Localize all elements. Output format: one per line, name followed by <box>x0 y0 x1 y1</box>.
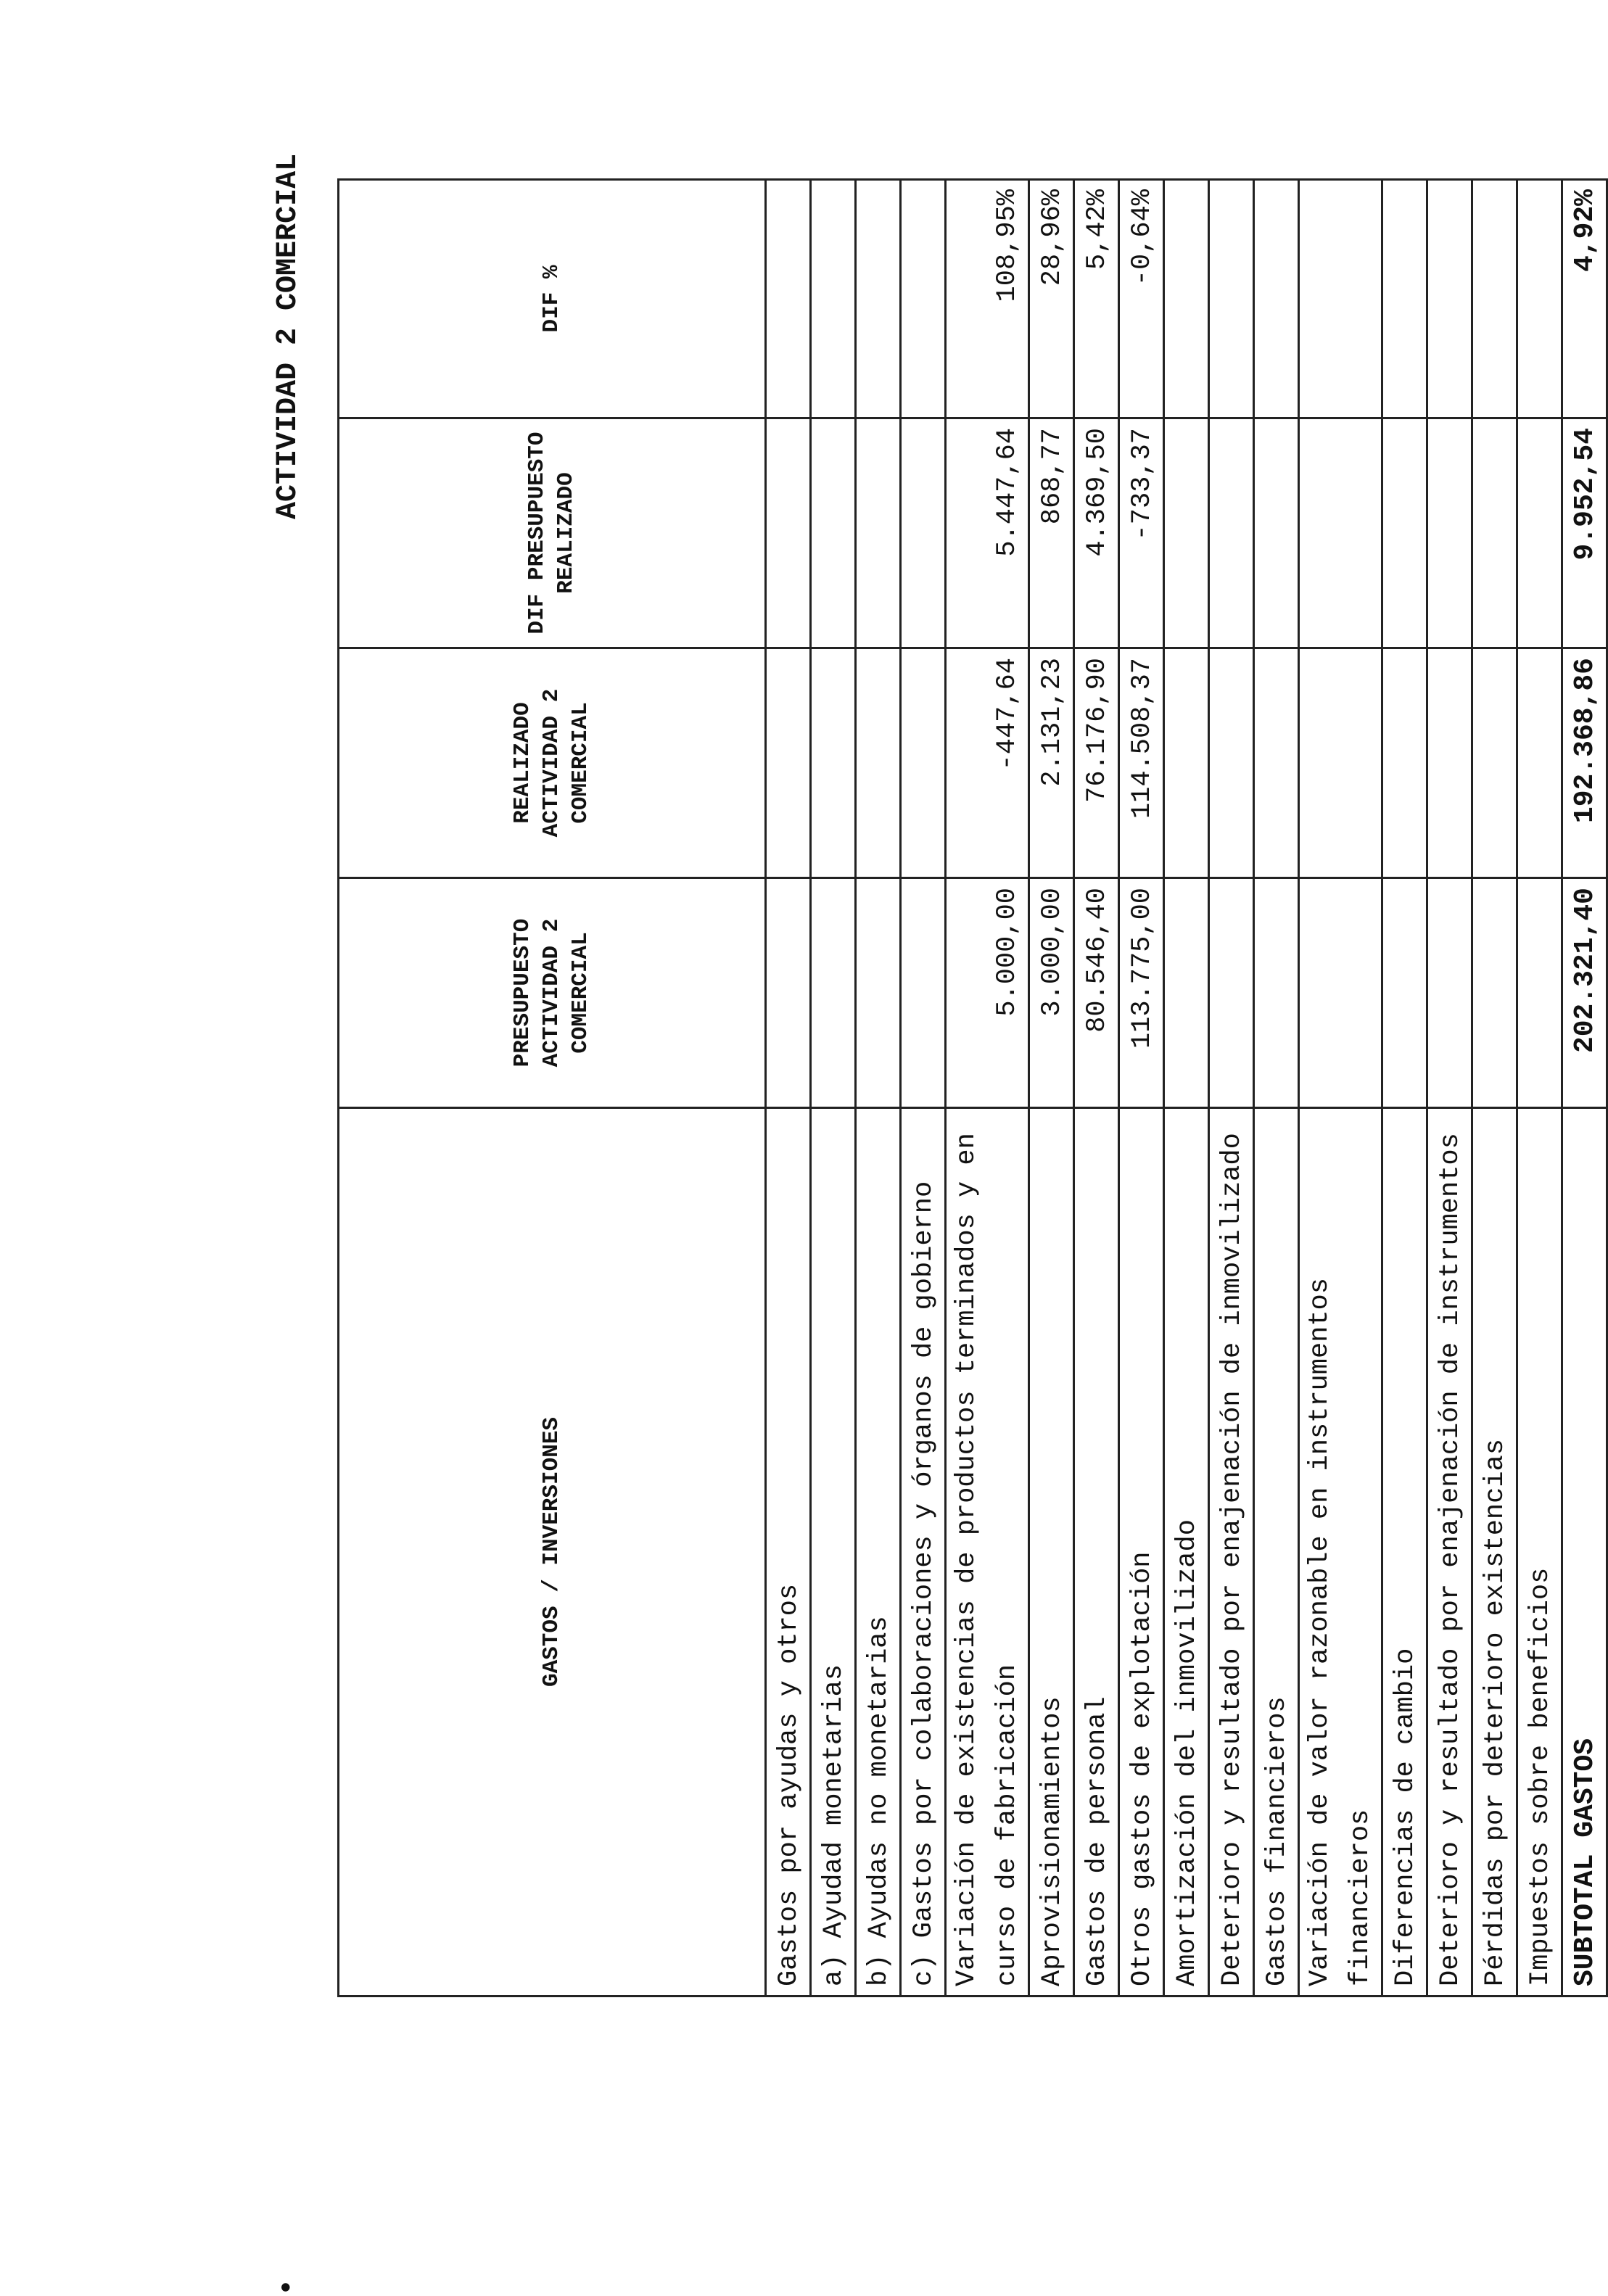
total-dif-pct: 4,92% <box>1562 180 1607 418</box>
row-realizado: 2.131,23 <box>1029 648 1074 878</box>
row-realizado <box>1299 648 1382 878</box>
row-presupuesto <box>1254 878 1299 1108</box>
row-realizado: 114.508,37 <box>1119 648 1164 878</box>
row-dif-pct <box>766 180 811 418</box>
header-presupuesto: PRESUPUESTO ACTIVIDAD 2 COMERCIAL <box>339 878 766 1108</box>
expenses-table <box>337 178 1608 1997</box>
row-concept: Impuestos sobre beneficios <box>1517 1108 1562 1996</box>
row-dif-pct <box>1209 180 1254 418</box>
row-dif <box>1164 418 1209 648</box>
table-body <box>766 180 1607 1996</box>
row-dif: 5.447,64 <box>946 418 1029 648</box>
table-row <box>856 180 901 1996</box>
section-heading <box>272 153 305 2296</box>
row-presupuesto <box>1517 878 1562 1108</box>
row-presupuesto: 113.775,00 <box>1119 878 1164 1108</box>
row-concept: Deterioro y resultado por enajenación de instrumentos <box>1427 1108 1472 1996</box>
row-presupuesto: 3.000,00 <box>1029 878 1074 1108</box>
table-row <box>1299 180 1382 1996</box>
table-row <box>1427 180 1472 1996</box>
row-presupuesto <box>856 878 901 1108</box>
table-row <box>811 180 856 1996</box>
row-realizado <box>1472 648 1517 878</box>
row-dif-pct: 28,96% <box>1029 180 1074 418</box>
row-dif-pct <box>1164 180 1209 418</box>
row-dif-pct <box>1254 180 1299 418</box>
row-dif-pct <box>901 180 946 418</box>
row-dif <box>811 418 856 648</box>
total-dif: 9.952,54 <box>1562 418 1607 648</box>
table-row <box>1209 180 1254 1996</box>
row-dif-pct <box>1382 180 1427 418</box>
header-concept: GASTOS / INVERSIONES <box>339 1108 766 1996</box>
row-dif-pct <box>811 180 856 418</box>
table-row <box>1254 180 1299 1996</box>
row-concept: Diferencias de cambio <box>1382 1108 1427 1996</box>
row-dif <box>1517 418 1562 648</box>
row-dif: 4.369,50 <box>1074 418 1119 648</box>
row-dif <box>1254 418 1299 648</box>
row-realizado <box>1164 648 1209 878</box>
row-presupuesto <box>901 878 946 1108</box>
row-presupuesto <box>1209 878 1254 1108</box>
table-row <box>946 180 1029 1996</box>
total-concept: SUBTOTAL GASTOS <box>1562 1108 1607 1996</box>
row-dif <box>766 418 811 648</box>
row-concept: Pérdidas por deterioro existencias <box>1472 1108 1517 1996</box>
row-dif-pct: 108,95% <box>946 180 1029 418</box>
total-presupuesto: 202.321,40 <box>1562 878 1607 1108</box>
row-dif-pct <box>1299 180 1382 418</box>
total-row <box>1562 180 1607 1996</box>
row-dif-pct <box>1517 180 1562 418</box>
row-presupuesto: 5.000,00 <box>946 878 1029 1108</box>
row-concept: Variación de valor razonable en instrumentos financieros <box>1299 1108 1382 1996</box>
row-realizado: -447,64 <box>946 648 1029 878</box>
header-dif: DIF PRESUPUESTO REALIZADO <box>339 418 766 648</box>
row-dif <box>1299 418 1382 648</box>
row-concept: Otros gastos de explotación <box>1119 1108 1164 1996</box>
row-realizado: 76.176,90 <box>1074 648 1119 878</box>
row-concept: b) Ayudas no monetarias <box>856 1108 901 1996</box>
row-presupuesto <box>1164 878 1209 1108</box>
bullet-icon: • <box>272 2278 305 2296</box>
table-row <box>1029 180 1074 1996</box>
row-realizado <box>901 648 946 878</box>
row-presupuesto <box>1472 878 1517 1108</box>
row-dif <box>1472 418 1517 648</box>
row-realizado <box>1427 648 1472 878</box>
section-title: ACTIVIDAD 2 COMERCIAL <box>272 153 305 519</box>
row-dif-pct <box>856 180 901 418</box>
row-presupuesto <box>766 878 811 1108</box>
row-realizado <box>766 648 811 878</box>
row-dif <box>901 418 946 648</box>
row-realizado <box>1382 648 1427 878</box>
header-row <box>339 180 766 1996</box>
row-realizado <box>856 648 901 878</box>
row-concept: Gastos de personal <box>1074 1108 1119 1996</box>
row-concept: Aprovisionamientos <box>1029 1108 1074 1996</box>
row-concept: Gastos por ayudas y otros <box>766 1108 811 1996</box>
row-dif: 868,77 <box>1029 418 1074 648</box>
row-realizado <box>1209 648 1254 878</box>
row-dif <box>1382 418 1427 648</box>
row-dif: -733,37 <box>1119 418 1164 648</box>
total-realizado: 192.368,86 <box>1562 648 1607 878</box>
table-row <box>766 180 811 1996</box>
row-concept: c) Gastos por colaboraciones y órganos de gobierno <box>901 1108 946 1996</box>
row-concept: Variación de existencias de productos terminados y en curso de fabricación <box>946 1108 1029 1996</box>
header-dif-pct: DIF % <box>339 180 766 418</box>
table-row <box>1472 180 1517 1996</box>
table-row <box>901 180 946 1996</box>
row-presupuesto <box>1382 878 1427 1108</box>
row-concept: a) Ayudad monetarias <box>811 1108 856 1996</box>
row-dif-pct: 5,42% <box>1074 180 1119 418</box>
row-dif <box>1427 418 1472 648</box>
table-row <box>1119 180 1164 1996</box>
row-dif <box>1209 418 1254 648</box>
row-presupuesto <box>1427 878 1472 1108</box>
row-realizado <box>1517 648 1562 878</box>
row-dif-pct <box>1472 180 1517 418</box>
table-row <box>1074 180 1119 1996</box>
row-concept: Amortización del inmovilizado <box>1164 1108 1209 1996</box>
row-dif-pct <box>1427 180 1472 418</box>
table-row <box>1164 180 1209 1996</box>
row-realizado <box>811 648 856 878</box>
row-presupuesto <box>811 878 856 1108</box>
row-realizado <box>1254 648 1299 878</box>
header-realizado: REALIZADO ACTIVIDAD 2 COMERCIAL <box>339 648 766 878</box>
row-presupuesto: 80.546,40 <box>1074 878 1119 1108</box>
row-concept: Gastos financieros <box>1254 1108 1299 1996</box>
row-presupuesto <box>1299 878 1382 1108</box>
row-concept: Deterioro y resultado por enajenación de inmovilizado <box>1209 1108 1254 1996</box>
row-dif-pct: -0,64% <box>1119 180 1164 418</box>
table-row <box>1382 180 1427 1996</box>
table-row <box>1517 180 1562 1996</box>
row-dif <box>856 418 901 648</box>
